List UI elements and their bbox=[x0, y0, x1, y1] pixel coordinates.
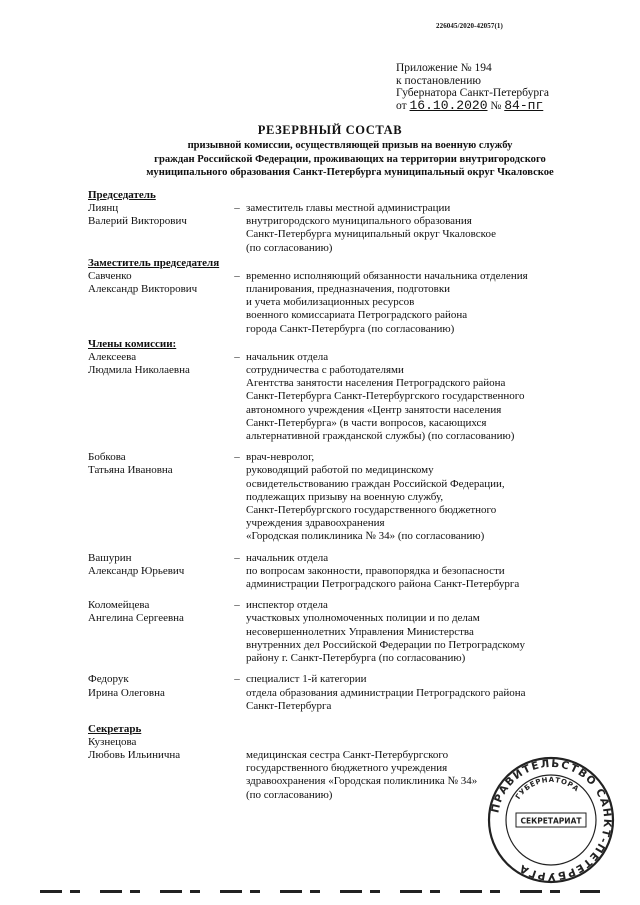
role-line: освидетельствованию граждан Российской Федерации, bbox=[246, 477, 505, 490]
member-role bbox=[246, 202, 588, 255]
member-dash: – bbox=[234, 551, 240, 564]
role-line: Санкт-Петербурга» (в части вопросов, касающихся bbox=[246, 416, 487, 429]
member-entry bbox=[88, 451, 588, 543]
subtitle-line: призывной комиссии, осуществляющей призыв на военную службу bbox=[187, 140, 513, 151]
member-dash: – bbox=[234, 451, 240, 464]
appendix-line: Губернатора Санкт-Петербурга bbox=[396, 87, 549, 99]
role-line: государственного бюджетного учреждения bbox=[246, 762, 448, 775]
member-dash bbox=[228, 736, 246, 802]
decree-date: 16.10.2020 bbox=[409, 97, 488, 113]
role-line: Санкт-Петербурга Санкт-Петербургского государственного bbox=[246, 390, 525, 403]
section-heading-deputy: Заместитель председателя bbox=[88, 256, 220, 269]
role-line: Санкт-Петербурга bbox=[246, 699, 332, 712]
member-role bbox=[246, 552, 588, 592]
member-entry bbox=[88, 351, 588, 443]
document-number: 226045/2020-42057(1) bbox=[436, 22, 503, 30]
role-line: району г. Санкт-Петербурга (по согласованию) bbox=[246, 652, 466, 665]
document-subtitle bbox=[80, 139, 620, 180]
member-entry bbox=[88, 202, 588, 255]
member-given-name: Александр Юрьевич bbox=[88, 564, 185, 577]
role-line: начальник отдела bbox=[246, 551, 329, 564]
member-name bbox=[88, 673, 228, 713]
role-line: Санкт-Петербургского государственного бюджетного bbox=[246, 504, 497, 517]
member-given-name: Ангелина Сергеевна bbox=[88, 612, 184, 625]
member-entry bbox=[88, 673, 588, 713]
role-line: внутренних дел Российской Федерации по Петроградскому bbox=[246, 638, 526, 651]
role-line: планирования, предназначения, подготовки bbox=[246, 283, 451, 296]
member-entry bbox=[88, 552, 588, 592]
role-line: инспектор отдела bbox=[246, 599, 328, 612]
official-seal-stamp bbox=[486, 755, 616, 885]
section-heading-secretary: Секретарь bbox=[88, 722, 142, 735]
role-line: учреждения здравоохранения bbox=[246, 517, 385, 530]
member-role bbox=[246, 270, 588, 336]
member-name bbox=[88, 599, 228, 665]
member-given-name: Татьяна Ивановна bbox=[88, 464, 173, 477]
role-line: (по согласованию) bbox=[246, 788, 333, 801]
subtitle-line: граждан Российской Федерации, проживающих на территории внутригородского bbox=[154, 153, 546, 165]
role-line: специалист 1-й категории bbox=[246, 673, 367, 686]
member-role bbox=[246, 451, 588, 543]
subtitle-line: муниципального образования Санкт-Петербурга муниципальный округ Чкаловское bbox=[146, 167, 554, 178]
role-line: начальник отдела bbox=[246, 350, 329, 363]
member-surname: Кузнецова bbox=[88, 735, 137, 748]
role-line: сотрудничества с работодателями bbox=[246, 364, 404, 377]
role-line: врач-невролог, bbox=[246, 451, 315, 464]
role-line: внутригородского муниципального образования bbox=[246, 215, 472, 228]
seal-inner-text: ГУБЕРНАТОРА bbox=[514, 775, 581, 801]
member-given-name: Александр Викторович bbox=[88, 283, 198, 296]
role-line: альтернативной гражданской службы) (по согласованию) bbox=[246, 430, 515, 443]
member-name bbox=[88, 451, 228, 543]
member-name bbox=[88, 552, 228, 592]
role-line: несовершеннолетних Управления Министерства bbox=[246, 625, 474, 638]
appendix-line: к постановлению bbox=[396, 74, 481, 87]
role-line: заместитель главы местной администрации bbox=[246, 202, 451, 214]
section-heading-members: Члены комиссии: bbox=[88, 337, 177, 350]
member-given-name: Людмила Николаевна bbox=[88, 364, 190, 377]
decree-number: 84-пг bbox=[504, 97, 544, 113]
role-line: временно исполняющий обязанности начальника отделения bbox=[246, 269, 528, 282]
appendix-date-line bbox=[396, 97, 549, 113]
bottom-scan-line bbox=[40, 890, 600, 893]
member-surname: Коломейцева bbox=[88, 599, 150, 612]
document-title: РЕЗЕРВНЫЙ СОСТАВ bbox=[257, 123, 403, 137]
member-dash: – bbox=[234, 673, 240, 686]
member-role bbox=[246, 599, 588, 665]
appendix-line: Приложение № 194 bbox=[396, 62, 492, 74]
member-given-name: Любовь Ильинична bbox=[88, 749, 181, 762]
role-line: автономного учреждения «Центр занятости населения bbox=[246, 403, 502, 416]
seal-center-text: СЕКРЕТАРИАТ bbox=[520, 816, 582, 826]
role-line: «Городская поликлиника № 34» (по согласованию) bbox=[246, 530, 485, 543]
member-surname: Федорук bbox=[88, 673, 129, 686]
commission-members bbox=[88, 189, 588, 802]
role-line: руководящий работой по медицинскому bbox=[246, 464, 434, 477]
member-surname: Алексеева bbox=[88, 350, 137, 363]
member-given-name: Ирина Олеговна bbox=[88, 686, 165, 699]
member-name bbox=[88, 351, 228, 443]
member-given-name: Валерий Викторович bbox=[88, 215, 187, 228]
member-dash: – bbox=[234, 202, 240, 214]
role-line: по вопросам законности, правопорядка и безопасности bbox=[246, 564, 505, 577]
member-name bbox=[88, 270, 228, 336]
appendix-block bbox=[396, 62, 549, 112]
number-sign: № bbox=[490, 99, 502, 112]
member-entry bbox=[88, 599, 588, 665]
member-surname: Савченко bbox=[88, 269, 132, 282]
role-line: участковых уполномоченных полиции и по делам bbox=[246, 612, 480, 625]
section-heading-chairman: Председатель bbox=[88, 189, 156, 201]
role-line: отдела образования администрации Петроградского района bbox=[246, 686, 526, 699]
role-line: Санкт-Петербурга муниципальный округ Чкаловское bbox=[246, 228, 496, 241]
member-role bbox=[246, 673, 588, 713]
seal-outer-text: ПРАВИТЕЛЬСТВО САНКТ-ПЕТЕРБУРГА bbox=[489, 757, 614, 883]
role-line: здравоохранения «Городская поликлиника № 34» bbox=[246, 775, 478, 788]
member-dash: – bbox=[234, 269, 240, 282]
role-line: (по согласованию) bbox=[246, 241, 333, 254]
member-dash: – bbox=[234, 599, 240, 612]
date-prefix: от bbox=[396, 99, 407, 112]
member-role bbox=[246, 351, 588, 443]
role-line: военного комиссариата Петроградского района bbox=[246, 309, 468, 322]
role-line: Агентства занятости населения Петроградского района bbox=[246, 377, 506, 390]
member-name bbox=[88, 736, 228, 802]
role-line: медицинская сестра Санкт-Петербургского bbox=[246, 748, 449, 761]
member-surname: Вашурин bbox=[88, 551, 132, 564]
member-surname: Лиянц bbox=[88, 202, 119, 214]
member-dash: – bbox=[234, 350, 240, 363]
member-surname: Бобкова bbox=[88, 451, 126, 464]
member-name bbox=[88, 202, 228, 255]
role-line: и учета мобилизационных ресурсов bbox=[246, 296, 415, 309]
role-line: подлежащих призыву на военную службу, bbox=[246, 490, 444, 503]
role-line: администрации Петроградского района Санкт-Петербурга bbox=[246, 578, 520, 591]
member-entry bbox=[88, 270, 588, 336]
role-line: города Санкт-Петербурга (по согласованию) bbox=[246, 322, 455, 335]
